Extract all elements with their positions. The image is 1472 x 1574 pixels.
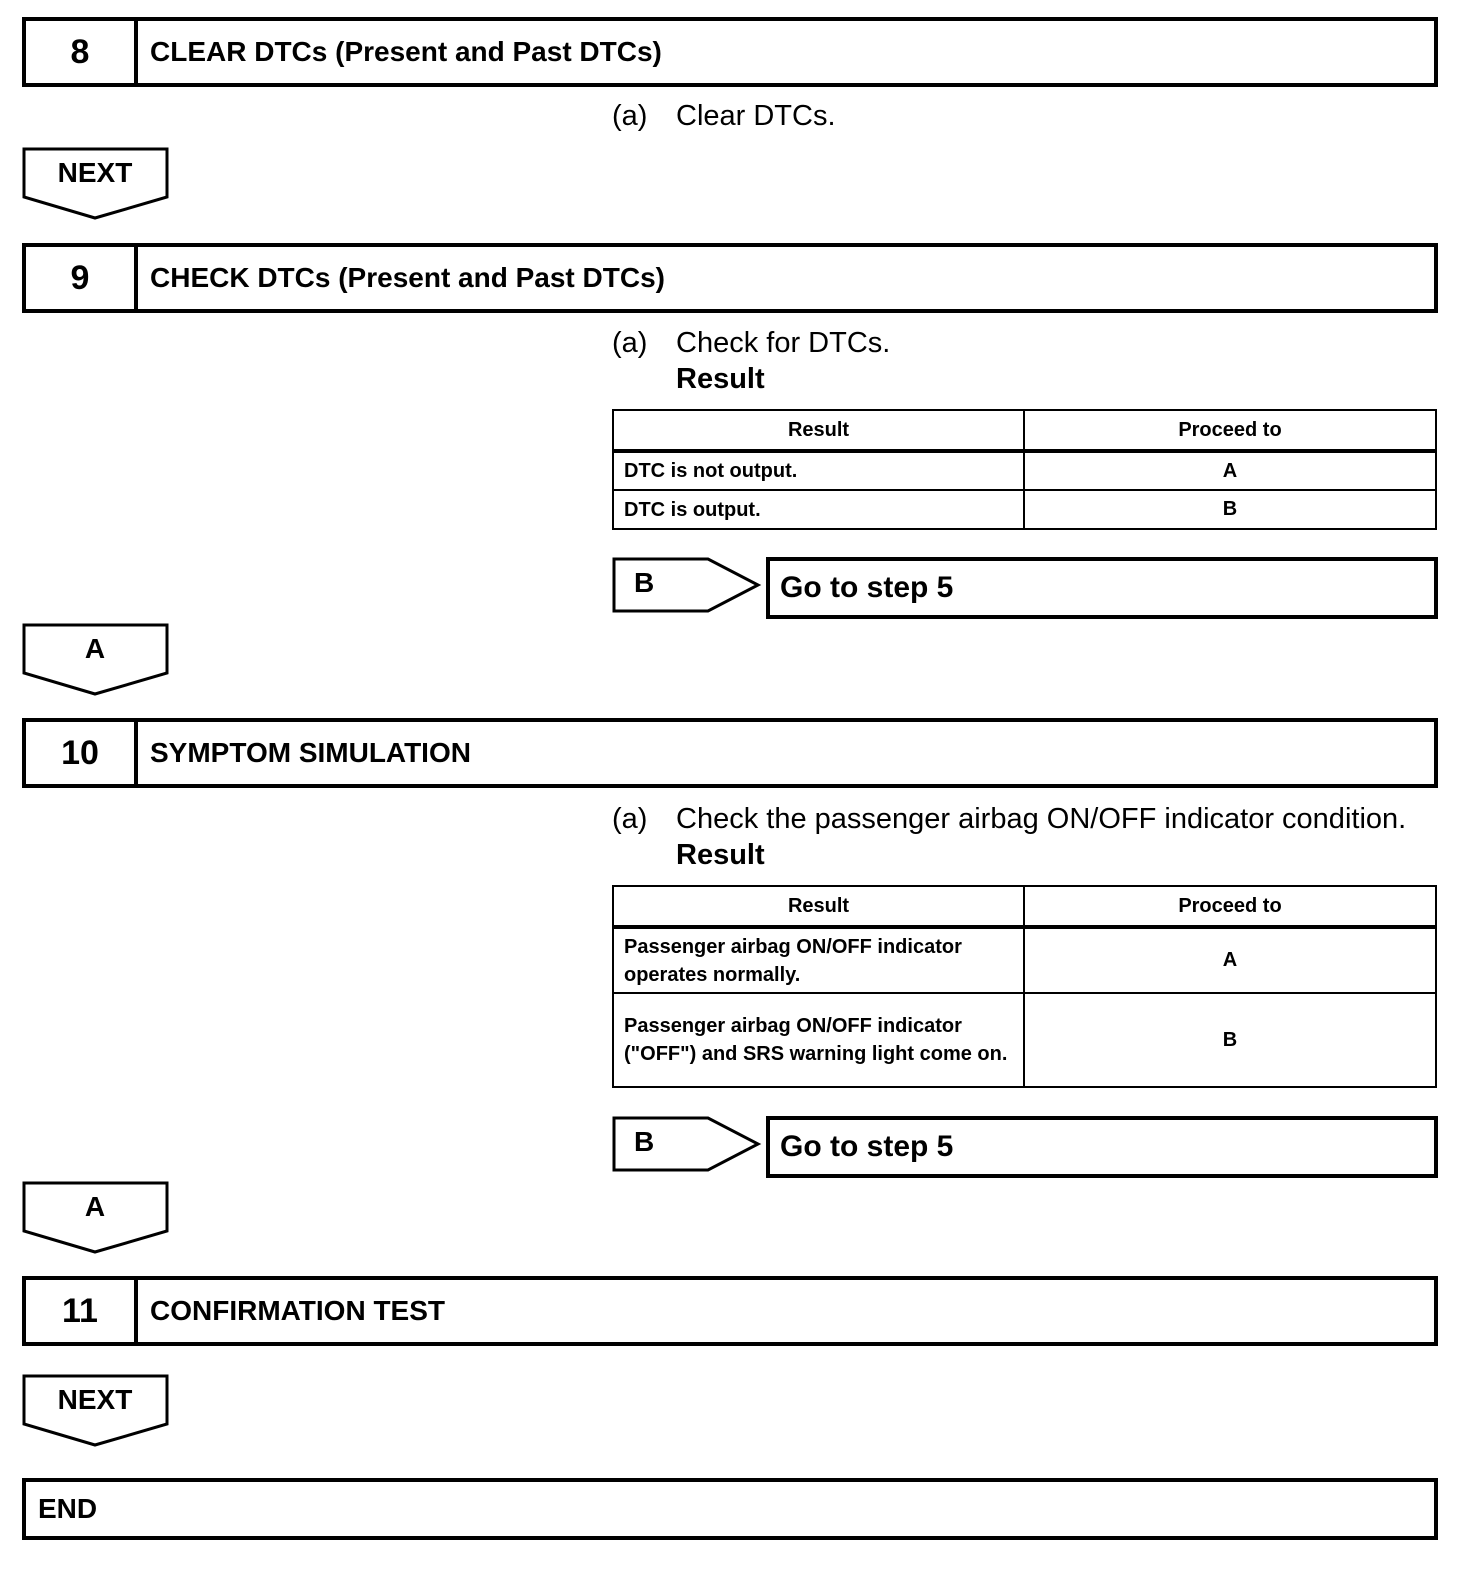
end-box: END (22, 1478, 1438, 1540)
result-table (612, 885, 1437, 1088)
table-cell: DTC is not output. (613, 451, 1024, 490)
table-header: Result (613, 886, 1024, 927)
table-row (613, 451, 1436, 490)
goto-box: Go to step 5 (766, 557, 1438, 619)
step-10-instruction (612, 801, 1406, 873)
step-8-header (22, 17, 1438, 87)
table-row (613, 993, 1436, 1087)
step-title: CLEAR DTCs (Present and Past DTCs) (150, 36, 662, 67)
instruction-label: (a) (612, 803, 648, 835)
branch-b (612, 557, 1438, 621)
instruction-text: Check the passenger airbag ON/OFF indicator condition. (676, 803, 1407, 835)
step-number: 11 (26, 1280, 138, 1342)
step-8-instruction (612, 98, 836, 134)
step-11-header (22, 1276, 1438, 1346)
step-title: CONFIRMATION TEST (150, 1295, 446, 1326)
table-header: Result (613, 410, 1024, 451)
step-9-header (22, 243, 1438, 313)
table-row (613, 927, 1436, 993)
step-9-instruction (612, 325, 890, 397)
goto-box: Go to step 5 (766, 1116, 1438, 1178)
step-number: 9 (26, 247, 138, 309)
a-arrow (22, 1181, 170, 1255)
branch-b (612, 1116, 1438, 1180)
flow-label: A (84, 633, 106, 664)
instruction-text: Check for DTCs. (676, 327, 891, 359)
table-cell: Passenger airbag ON/OFF indicator ("OFF") and SRS warning light come on. (613, 993, 1024, 1087)
step-title: CHECK DTCs (Present and Past DTCs) (150, 262, 665, 293)
table-row (613, 490, 1436, 529)
result-heading: Result (676, 839, 765, 871)
table-header: Proceed to (1024, 410, 1436, 451)
a-arrow (22, 623, 170, 697)
instruction-text: Clear DTCs. (676, 100, 836, 132)
table-cell: A (1024, 451, 1436, 490)
step-title: SYMPTOM SIMULATION (150, 737, 471, 768)
branch-label: B (634, 1126, 655, 1157)
step-number: 10 (26, 722, 138, 784)
table-header: Proceed to (1024, 886, 1436, 927)
table-cell: B (1024, 490, 1436, 529)
table-cell: A (1024, 927, 1436, 993)
result-table (612, 409, 1437, 530)
flow-label: NEXT (57, 1384, 133, 1415)
step-number: 8 (26, 21, 138, 83)
instruction-label: (a) (612, 327, 648, 359)
table-cell: Passenger airbag ON/OFF indicator operates normally. (613, 927, 1024, 993)
next-arrow (22, 147, 170, 221)
instruction-label: (a) (612, 100, 648, 132)
flow-label: A (84, 1191, 106, 1222)
step-10-header (22, 718, 1438, 788)
result-heading: Result (676, 363, 765, 395)
flow-label: NEXT (57, 157, 133, 188)
next-arrow (22, 1374, 170, 1448)
table-cell: B (1024, 993, 1436, 1087)
table-cell: DTC is output. (613, 490, 1024, 529)
branch-label: B (634, 567, 655, 598)
